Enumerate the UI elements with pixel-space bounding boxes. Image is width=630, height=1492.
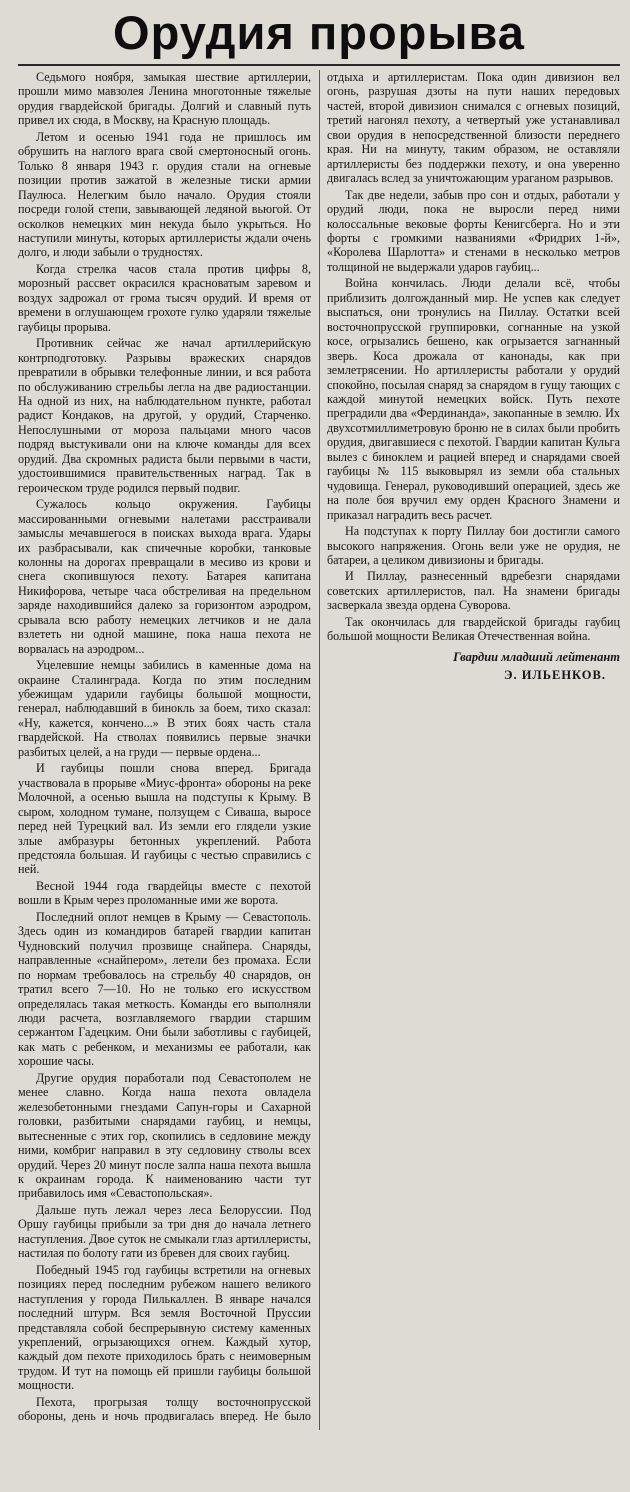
article-headline: Орудия прорыва: [113, 6, 525, 59]
article-paragraph: Так окончилась для гвардейской бригады гаубиц большой мощности Великая Отечественная война.: [327, 614, 620, 644]
article-paragraph: Другие орудия поработали под Севастополем не менее славно. Когда наша пехота овладела железобетонными гнездами Сапун-горы и Сахарной головки, разбитыми снарядами гаубиц, и немцы, вытесненные с этих гор, скопились в седловине между ними, комбриг направил в эту седловину стволы всех орудий. Через 20 минут после залпа наша пехота вышла к окраинам города. К наименованию части тут прибавилось имя «Севастопольская».: [18, 1070, 311, 1201]
article-paragraph: Последний оплот немцев в Крыму — Севастополь. Здесь один из командиров батарей гвардии капитан Чудновский получил прозвище снайпера. Снаряды, направленные «снайпером», летели без промаха. Если по нормам требовалось на стрельбу 40 снарядов, он тратил всего 7—10. Но не только его искусством определялась такая меткость. Команды его выполняли люди расчета, возглавляемого гвардии старшим сержантом Гадецким. Они были заботливы с гаубицей, как мать с ребенком, и механизмы ее работали, как хорошие часы.: [18, 909, 311, 1069]
article-paragraph: Уцелевшие немцы забились в каменные дома на окраине Сталинграда. Когда по этим последним убежищам ударили гаубицы большой мощности, генерал, наблюдавший в бинокль за боем, тихо сказал: «Ну, кажется, кончено...» В этих боях часть стала гвардейской. На стволах появились первые значки разбитых целей, а на груди — первые ордена...: [18, 658, 311, 759]
article-paragraph: Сужалось кольцо окружения. Гаубицы массированными огневыми налетами расстраивали замыслы мечавшегося в поисках выхода врага. Удары их разбрасывали, как спичечные коробки, танковые колонны на дорогах превращали в месиво из крови и снега скопившуюся пехоту. Батарея капитана Никифорова, четыре часа обстреливая на предельном заряде находившийся далеко за горизонтом аэродром, срывала всю работу немецких летчиков и не дала взлететь ни одной машине, пока наша пехота не ворвалась на аэродром...: [18, 497, 311, 656]
article-paragraph: Дальше путь лежал через леса Белоруссии. Под Оршу гаубицы прибыли за три дня до начала летнего наступления. Двое суток не смыкали глаз артиллеристы, настилая по болоту гати из бревен для своих гаубиц.: [18, 1202, 311, 1261]
article-paragraph: Когда стрелка часов стала против цифры 8, морозный рассвет окрасился красноватым заревом и воздух задрожал от грома тысяч орудий. И время от времени в оглушающем грохоте гулко ударяли тяжелые гаубицы прорыва.: [18, 261, 311, 334]
article-paragraph: И гаубицы пошли снова вперед. Бригада участвовала в прорыве «Миус-фронта» обороны на реке Молочной, а осенью вышла на подступы к Крыму. В сыром, холодном тумане, ползущем с Сиваша, выросе перед ней Турецкий вал. Из земли его глядели узкие злые амбразуры бетонных укреплений. Работа предстояла большая. И гаубицы с честью справились с ней.: [18, 761, 311, 877]
article-paragraph: Весной 1944 года гвардейцы вместе с пехотой вошли в Крым через проломанные ими же ворота.: [18, 878, 311, 908]
article-paragraph: И Пиллау, разнесенный вдребезги снарядами советских артиллеристов, пал. На знамени бригады засверкала звезда ордена Суворова.: [327, 569, 620, 613]
article-paragraph: Пехота, прогрызая толщу восточнопрусской обороны, день и ночь продвигалась вперед. Не было отдыха и артиллеристам. Пока один дивизион вел огонь, разрушая дзоты на пути наших передовых частей, второй дивизион снимался с огневых позиций, третий нагонял пехоту, а четвертый уже устанавливал свои орудия в непосредственной близости переднего края. Ни на минуту, таким образом, не оставляли артиллеристы без поддержки пехоту, и она уверенно двигалась вслед за уничтожающим ураганом разрывов.: [18, 70, 620, 1424]
article-paragraph: Война кончилась. Люди делали всё, чтобы приблизить долгожданный мир. Не успев как следует выспаться, они тронулись на Пиллау. Остатки всей восточнопрусской группировки, согнанные на узкой косе, огрызались бешено, как огрызается загнанный зверь. Коса дрожала от канонады, как при землетрясении. Но артиллеристы работали у орудий спокойно, посылая снаряд за снарядом в гущу тающих с каждой минутой немецких войск. Путь пехоте преградили два «Фердинанда», закопанные в землю. Их двухсотмиллиметровую броню не в силах были пробить орудия, двигавшиеся с пехотой. Гвардии капитан Кульга вылез с биноклем и рацией вперед и снарядами своей гаубицы № 115 выковырял из земли оба стальных чудовища. Генерал, руководивший операцией, здесь же на поле боя вручил ему орден Красного Знамени и приказал наградить весь расчет.: [327, 276, 620, 522]
article-paragraph: Седьмого ноября, замыкая шествие артиллерии, прошли мимо мавзолея Ленина многотонные тяжелые орудия гвардейской бригады. Долгий и славный путь привел их сюда, в Москву, на Красную площадь.: [18, 70, 311, 128]
article-paragraph: Противник сейчас же начал артиллерийскую контрподготовку. Разрывы вражеских снарядов превратили в обрывки телефонные линии, и вся работа по обслуживанию стрельбы легла на две радиостанции. На одной из них, на наблюдательном пункте, работал радист Кондаков, на другой, у орудий, Старченко. Непослушными от мороза пальцами много часов подряд выстукивали они на ключе команды для всех орудий. Два скромных радиста были первыми в части, удостоившимися правительственных наград. Так в героическом труде родился первый подвиг.: [18, 336, 311, 495]
article-paragraph: Победный 1945 год гаубицы встретили на огневых позициях перед последним рубежом нашего великого наступления у города Пилькаллен. В январе начался последний штурм. Вся земля Восточной Пруссии представляла собой беспрерывную систему каменных укреплений, огрызающихся огнем. Каждый хутор, каждый дом пехоте приходилось брать с неимоверным трудом. И тут на помощь ей пришли гаубицы большой мощности.: [18, 1262, 311, 1393]
article-paragraph: На подступах к порту Пиллау бои достигли самого высокого напряжения. Огонь вели уже не орудия, не батареи, а целиком дивизионы и бригады.: [327, 524, 620, 567]
author-rank: Гвардии младший лейтенант: [453, 649, 620, 664]
author-signature: [327, 650, 620, 683]
headline-divider: [18, 64, 620, 66]
author-name: Э. ИЛЬЕНКОВ.: [503, 667, 606, 682]
article-paragraph: Летом и осенью 1941 года не пришлось им обрушить на наглого врага свой смертоносный огонь. Только 8 января 1943 г. орудия стали на огневые позиции против зажатой в железные тиски армии Паулюса. Нелегким было начало. Орудия стояли посреди голой степи, завывающей ледяной вьюгой. От осколков немецких мин некуда было укрыться. Но наступили минуты, которых артиллеристы ждали очень долго, и люди забыли о трудностях.: [18, 129, 311, 260]
article-body: [18, 70, 620, 1430]
article-paragraph: Так две недели, забыв про сон и отдых, работали у орудий люди, пока не выросли перед ними колоссальные вековые форты Кенигсберга. Но и эти форты с громкими названиями «Фридрих 1-й», «Королева Шарлотта» и стенами в несколько метров толщиной не выдержали ударов гаубиц...: [327, 187, 620, 274]
